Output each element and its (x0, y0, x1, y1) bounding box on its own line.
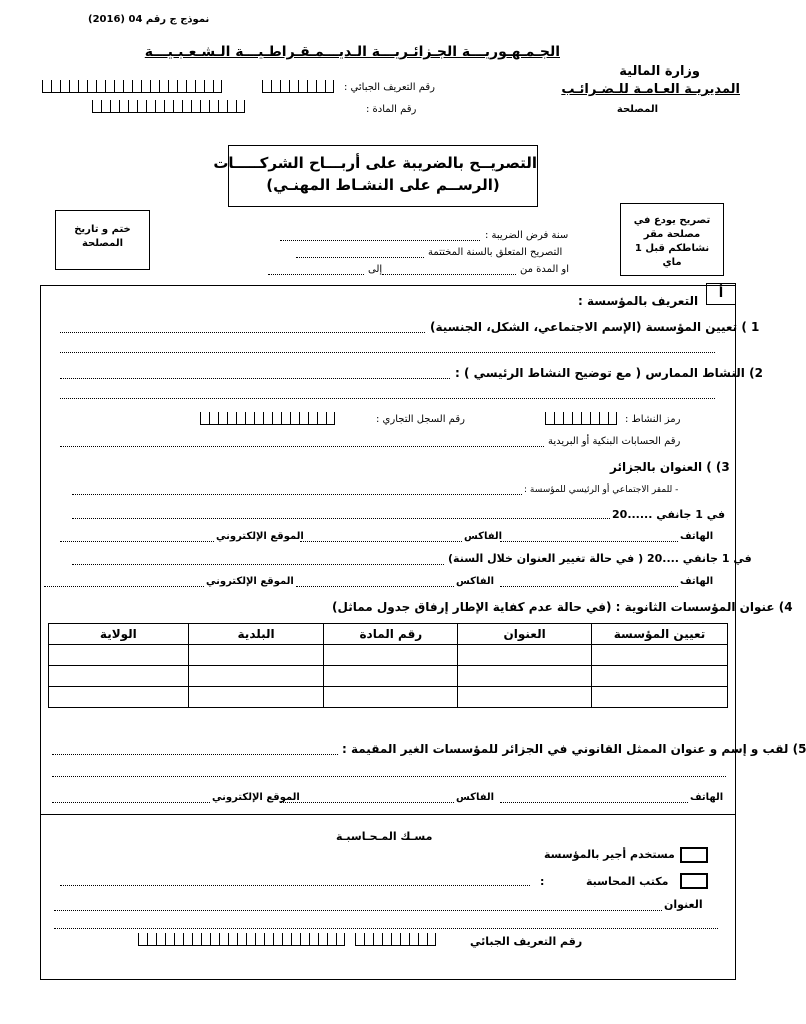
deposit-text: تصريح يودع في مصلحة مقر نشاطكم قبل 1 ماي (633, 215, 711, 268)
article-no-comb[interactable] (92, 100, 245, 113)
form-number: نموذج ج رقم 04 (2016) (88, 14, 210, 25)
office-checkbox[interactable] (680, 873, 708, 889)
fax-label-1: الفاكس (464, 531, 503, 542)
table-cell[interactable] (324, 645, 458, 666)
phone-label-1: الهاتف (680, 531, 714, 542)
deposit-box (620, 203, 724, 276)
website-field-3[interactable] (52, 802, 210, 803)
col-article-no: رقم المادة (324, 624, 458, 645)
republic-title: الجـمـهـوريـــة الجـزائـريـــة الـديـــمـقـراطـيـــة الـشـعـبـيـــة (144, 44, 560, 60)
col-establishment: تعيين المؤسسة (592, 624, 728, 645)
phone-label-2: الهاتف (680, 576, 714, 587)
employee-checkbox[interactable] (680, 847, 708, 863)
item5-label: 5) لقب و إسم و عنوان الممثل القانوني في الجزائر للمؤسسات الغير المقيمة : (342, 742, 806, 756)
table-cell[interactable] (592, 687, 728, 708)
head-office-label: - للمقر الاجتماعي أو الرئيسي للمؤسسة : (524, 485, 679, 495)
table-cell[interactable] (458, 687, 592, 708)
website-label-3: الموقع الإلكتروني (212, 792, 300, 803)
website-label-1: الموقع الإلكتروني (216, 531, 304, 542)
item1-label: 1 ) تعيين المؤسسة (الإسم الاجتماعي، الشكل، الجنسية) (430, 320, 760, 334)
office-field[interactable] (60, 885, 530, 886)
address-label: العنوان (664, 898, 703, 911)
closed-year-field[interactable] (296, 257, 424, 258)
website-field-2[interactable] (44, 586, 204, 587)
table-cell[interactable] (592, 666, 728, 687)
tax-year-label: سنة فرض الضريبة : (485, 230, 569, 241)
item3-label: 3) ) العنوان بالجزائر (610, 460, 730, 474)
jan1-field[interactable] (72, 518, 610, 519)
phone-label-3: الهاتف (690, 792, 724, 803)
col-wilaya: الولاية (49, 624, 189, 645)
secondary-establishments-table (48, 623, 728, 708)
table-cell[interactable] (458, 645, 592, 666)
item2-field-2[interactable] (60, 398, 715, 399)
tax-id-comb-2[interactable] (262, 80, 334, 93)
service-label: المصلحة (616, 104, 658, 115)
fax-label-2: الفاكس (456, 576, 495, 587)
item2-label: 2) النشاط الممارس ( مع توضيح النشاط الرئيسي ) : (455, 366, 763, 380)
article-no-label: رقم المادة : (366, 104, 417, 115)
table-header-row (49, 624, 728, 645)
stamp-box (55, 210, 150, 270)
table-cell[interactable] (188, 645, 324, 666)
phone-field-1[interactable] (500, 541, 678, 542)
address-field-2[interactable] (54, 928, 718, 929)
phone-field-2[interactable] (500, 586, 678, 587)
item4-label: 4) عنوان المؤسسات الثانوية : (في حالة عدم كفاية الإطار إرفاق جدول مماثل) (332, 600, 793, 614)
table-cell[interactable] (49, 666, 189, 687)
table-cell[interactable] (592, 645, 728, 666)
table-row (49, 666, 728, 687)
section-letter: أ (718, 286, 724, 301)
table-cell[interactable] (188, 666, 324, 687)
jan1-change-label: في 1 جانفي ....20 ( في حالة تغيير العنوان خلال السنة) (448, 552, 752, 565)
bank-accounts-field[interactable] (60, 446, 544, 447)
item1-field[interactable] (60, 332, 425, 333)
office-label: مكتب المحاسبة (586, 875, 669, 888)
ministry: وزارة المالية (619, 64, 700, 79)
fax-field-2[interactable] (296, 586, 454, 587)
closed-year-label: التصريح المتعلق بالسنة المختتمة (428, 247, 563, 258)
fax-label-3: الفاكس (456, 792, 495, 803)
table-row (49, 687, 728, 708)
accounting-tax-id-label: رقم التعريف الجبائي (470, 935, 583, 948)
declaration-subtitle: (الرســم على النشـاط المهنـي) (266, 176, 500, 194)
declaration-title: التصريــح بالضريبة على أربـــاح الشركـــــات (213, 154, 537, 172)
stamp-text: ختم و تاريخ المصلحة (74, 224, 131, 249)
table-cell[interactable] (458, 666, 592, 687)
accounting-title: مسـك المـحـاسبـة (336, 830, 433, 843)
item2-field[interactable] (60, 378, 450, 379)
trade-register-comb[interactable] (200, 412, 335, 425)
jan1-label: في 1 جانفي ......20 (612, 508, 726, 521)
table-cell[interactable] (49, 645, 189, 666)
period-from-label: او المدة من (520, 264, 570, 275)
head-office-field[interactable] (72, 494, 522, 495)
tax-year-field[interactable] (280, 240, 480, 241)
accounting-tax-id-comb-1[interactable] (138, 933, 345, 946)
tax-id-comb-1[interactable] (42, 80, 222, 93)
table-cell[interactable] (188, 687, 324, 708)
fax-field-3[interactable] (280, 802, 454, 803)
trade-register-label: رقم السجل التجاري : (376, 414, 465, 425)
table-row (49, 645, 728, 666)
section-divider (40, 814, 736, 815)
period-to-label: إلى (368, 264, 383, 275)
period-from-field[interactable] (382, 274, 516, 275)
directorate: المديريـة العـامـة للـضـرائـب (561, 82, 740, 97)
jan1-change-field[interactable] (72, 564, 444, 565)
office-colon: : (540, 875, 545, 888)
website-field-1[interactable] (60, 541, 214, 542)
address-field[interactable] (54, 910, 662, 911)
table-cell[interactable] (49, 687, 189, 708)
table-cell[interactable] (324, 687, 458, 708)
bank-accounts-label: رقم الحسابات البنكية أو البريدية (548, 436, 681, 447)
item5-field-2[interactable] (52, 776, 726, 777)
tax-id-label: رقم التعريف الجبائي : (344, 82, 435, 93)
accounting-tax-id-comb-2[interactable] (355, 933, 436, 946)
activity-code-label: رمز النشاط : (625, 414, 681, 425)
col-municipality: البلدية (188, 624, 324, 645)
title-box (213, 145, 538, 207)
item1-field-2[interactable] (60, 352, 715, 353)
period-to-field[interactable] (268, 274, 364, 275)
col-address: العنوان (458, 624, 592, 645)
employee-label: مستخدم أجير بالمؤسسة (544, 848, 675, 861)
section-a-title: التعريف بالمؤسسة : (578, 294, 699, 308)
item5-field[interactable] (52, 754, 338, 755)
section-letter-box (706, 283, 736, 305)
fax-field-1[interactable] (300, 541, 462, 542)
activity-code-comb[interactable] (545, 412, 617, 425)
phone-field-3[interactable] (500, 802, 688, 803)
table-cell[interactable] (324, 666, 458, 687)
website-label-2: الموقع الإلكتروني (206, 576, 294, 587)
